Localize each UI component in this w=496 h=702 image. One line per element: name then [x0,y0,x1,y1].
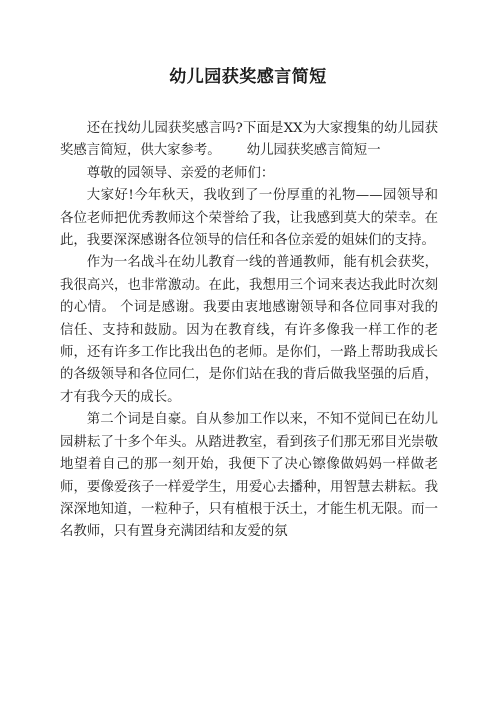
intro-heading: 幼儿园获奖感言简短一 [246,143,381,159]
document-title: 幼儿园获奖感言简短 [169,67,327,87]
intro-text: 还在找幼儿园获奖感言吗?下面是XX为大家搜集的幼儿园获奖感言简短，供大家参考。 [60,121,438,159]
intro-paragraph [60,118,438,163]
body-paragraph-2: 作为一名战斗在幼儿教育一线的普通教师，能有机会获奖，我很高兴，也非常激动。在此，我想用三个词来表达我此时次刻的心情。 个词是感谢。我要由衷地感谢领导和各位同事对我的信任、支持和鼓励。因为在教育线，有许多像我一样工作的老师，还有许多工作比我出色的老师。是你们，一路上帮助我成长的各级领导和各位同仁，是你们站在我的背后做我坚强的后盾，才有我今天的成长。 [60,255,438,405]
document-body [60,118,438,544]
greeting: 尊敬的园领导、亲爱的老师们： [86,165,275,181]
body-paragraph-1: 大家好!今年秋天，我收到了一份厚重的礼物——园领导和各位老师把优秀教师这个荣誉给了我，让我感到莫大的荣幸。在此，我要深深感谢各位领导的信任和各位亲爱的姐妹们的支持。 [60,188,438,249]
body-paragraph-3: 第二个词是自豪。自从参加工作以来，不知不觉间已在幼儿园耕耘了十多个年头。从踏进教室，看到孩子们那无邪目光崇敬地望着自己的那一刻开始，我便下了决心镲像做妈妈一样做老师，要像爱孩子一样爱学生，用爱心去播种，用智慧去耕耘。我深深地知道，一粒种子，只有植根于沃土，才能生机无限。而一名教师，只有置身充满团结和友爱的氛 [60,412,438,540]
